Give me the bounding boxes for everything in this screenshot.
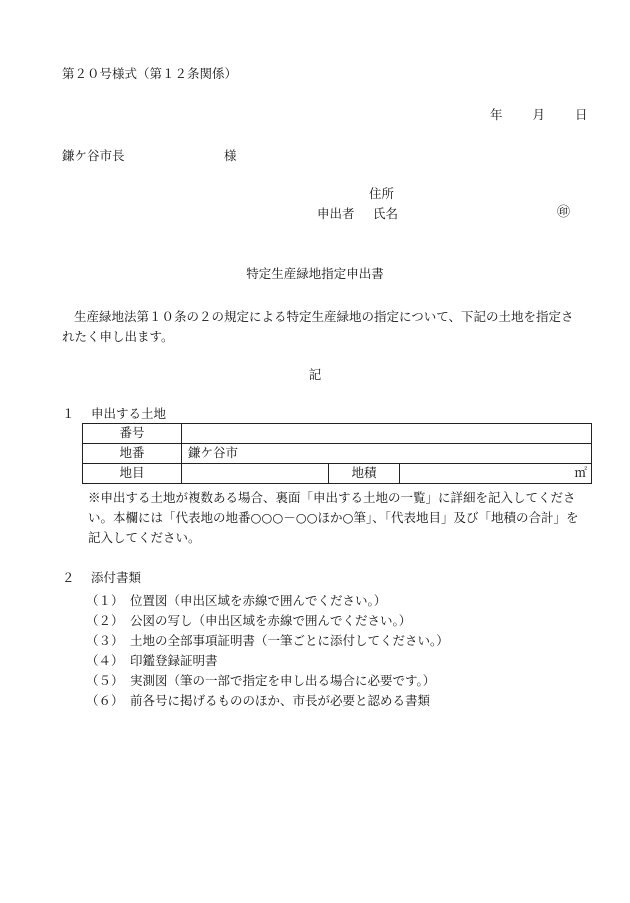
item-number: （１） [86,593,124,608]
lot-number-label: 番号 [83,424,182,444]
land-table [82,423,592,484]
section2-title: 添付書類 [91,570,142,585]
area-label: 地積 [329,464,400,484]
date-month-label: 月 [532,107,546,122]
chimoku-label: 地目 [83,464,182,484]
body-text: 生産緑地法第１０条の２の規定による特定生産緑地の指定について、下記の土地を指定されたく申し出ます。 [62,309,574,344]
lot-number-value [182,424,592,444]
name-label: 氏名 [373,206,399,221]
item-text: 前各号に掲げるもののほか、市長が必要と認める書類 [130,693,431,708]
section1-number: １ [62,406,75,421]
list-item [86,651,449,671]
item-number: （２） [86,613,124,628]
item-text: 公図の写し（申出区域を赤線で囲んでください。） [130,613,412,628]
item-number: （６） [86,693,124,708]
list-item [86,631,449,651]
section1-title: 申出する土地 [91,406,167,421]
address-label: 住所 [369,186,395,201]
addressee-honorific: 様 [224,148,237,163]
item-text: 印鑑登録証明書 [130,653,218,668]
item-number: （３） [86,633,124,648]
chiban-value: 鎌ケ谷市 [182,444,592,464]
item-text: 位置図（申出区域を赤線で囲んでください。） [130,593,387,608]
item-text: 実測図（筆の一部で指定を申し出る場合に必要です。） [130,673,436,688]
table-row [83,444,592,464]
section2-heading [62,572,141,585]
ki-heading: 記 [308,367,322,382]
area-value [400,464,592,484]
list-item [86,611,449,631]
item-number: （４） [86,653,124,668]
table-row [83,464,592,484]
date-line [490,109,588,122]
list-item [86,691,449,711]
list-item [86,591,449,611]
list-item [86,671,449,691]
addressee [62,148,237,163]
chimoku-value [182,464,329,484]
addressee-name: 鎌ケ谷市長 [62,148,125,163]
section1-note: ※申出する土地が複数ある場合、裏面「申出する土地の一覧」に詳細を記入してください。本欄には「代表地の地番○○○－○○ほか○筆」、「代表地目」及び「地積の合計」を記入してください。 [88,490,579,545]
attachment-list [86,591,449,711]
item-text: 土地の全部事項証明書（一筆ごとに添付してください。） [130,633,449,648]
section2-number: ２ [62,570,75,585]
form-number: 第２０号様式（第１２条関係） [62,66,238,81]
date-day-label: 日 [575,107,588,122]
area-unit: ㎡ [574,465,587,481]
applicant-label: 申出者 [317,206,355,221]
date-year-label: 年 [490,107,503,122]
item-number: （５） [86,673,124,688]
seal-mark: ㊞ [557,205,571,220]
table-row [83,424,592,444]
document-title: 特定生産緑地指定申出書 [246,266,384,281]
chiban-label: 地番 [83,444,182,464]
section1-heading [62,408,166,421]
